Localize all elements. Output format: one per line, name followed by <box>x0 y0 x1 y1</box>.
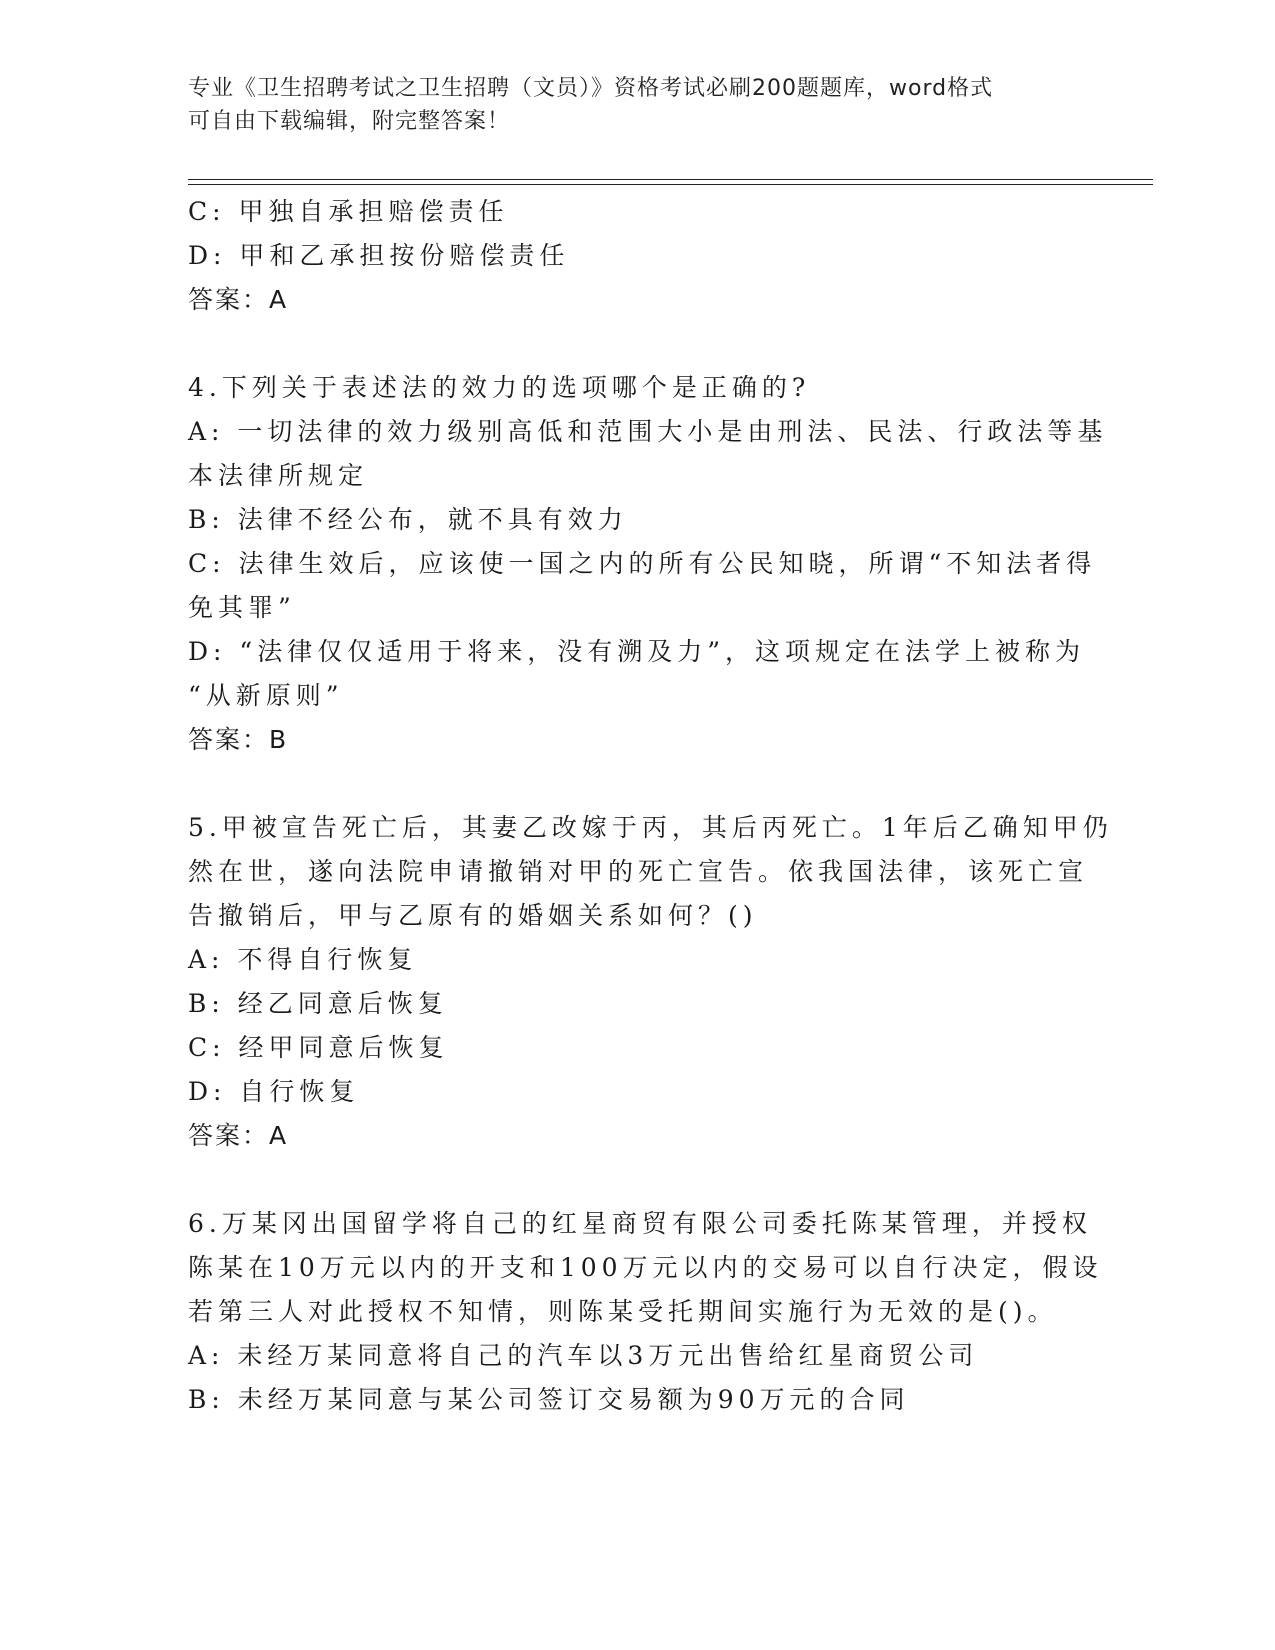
option-d: D: 甲和乙承担按份赔偿责任 <box>188 241 570 270</box>
header-line-1: 专业《卫生招聘考试之卫生招聘（文员）》资格考试必刷200题题库，word格式 <box>188 76 994 101</box>
question-stem-continued: 告撤销后，甲与乙原有的婚姻关系如何？() <box>188 901 758 930</box>
option-b: B: 法律不经公布，就不具有效力 <box>188 505 628 534</box>
option-d: D: 自行恢复 <box>188 1077 360 1106</box>
option-d-continued: “从新原则” <box>188 681 344 710</box>
question-5 <box>188 806 1113 1158</box>
header-rule-top <box>188 179 1153 180</box>
option-c: C: 经甲同意后恢复 <box>188 1033 449 1062</box>
option-d: D: “法律仅仅适用于将来，没有溯及力”，这项规定在法学上被称为 <box>188 637 1085 666</box>
spacer <box>188 322 1078 366</box>
option-a: A: 不得自行恢复 <box>188 945 418 974</box>
page-header <box>188 72 1068 138</box>
spacer <box>188 762 1078 806</box>
option-c-continued: 免其罪” <box>188 593 296 622</box>
question-stem: 5.甲被宣告死亡后，其妻乙改嫁于丙，其后丙死亡。1年后乙确知甲仍 <box>188 813 1113 842</box>
answer-label: 答案：B <box>188 725 289 754</box>
answer-label: 答案：A <box>188 285 289 314</box>
option-a: A: 未经万某同意将自己的汽车以3万元出售给红星商贸公司 <box>188 1341 979 1370</box>
question-stem-continued: 然在世，遂向法院申请撤销对甲的死亡宣告。依我国法律，该死亡宣 <box>188 857 1089 886</box>
option-c: C: 法律生效后，应该使一国之内的所有公民知晓，所谓“不知法者得 <box>188 549 1097 578</box>
question-3-tail <box>188 190 1078 322</box>
header-line-2: 可自由下载编辑，附完整答案！ <box>188 109 511 134</box>
question-stem-continued: 若第三人对此授权不知情，则陈某受托期间实施行为无效的是()。 <box>188 1297 1058 1326</box>
option-c: C: 甲独自承担赔偿责任 <box>188 197 509 226</box>
answer-label: 答案：A <box>188 1121 289 1150</box>
question-stem: 4.下列关于表述法的效力的选项哪个是正确的? <box>188 373 811 402</box>
option-a-continued: 本法律所规定 <box>188 461 369 490</box>
question-6 <box>188 1202 1103 1422</box>
option-b: B: 未经万某同意与某公司签订交易额为90万元的合同 <box>188 1385 910 1414</box>
option-a: A: 一切法律的效力级别高低和范围大小是由刑法、民法、行政法等基 <box>188 417 1108 446</box>
question-stem-continued: 陈某在10万元以内的开支和100万元以内的交易可以自行决定，假设 <box>188 1253 1103 1282</box>
spacer <box>188 1158 1078 1202</box>
question-content <box>188 190 1113 1422</box>
option-b: B: 经乙同意后恢复 <box>188 989 448 1018</box>
header-rule-bottom <box>188 184 1153 185</box>
question-stem: 6.万某冈出国留学将自己的红星商贸有限公司委托陈某管理，并授权 <box>188 1209 1092 1238</box>
question-4 <box>188 366 1108 762</box>
